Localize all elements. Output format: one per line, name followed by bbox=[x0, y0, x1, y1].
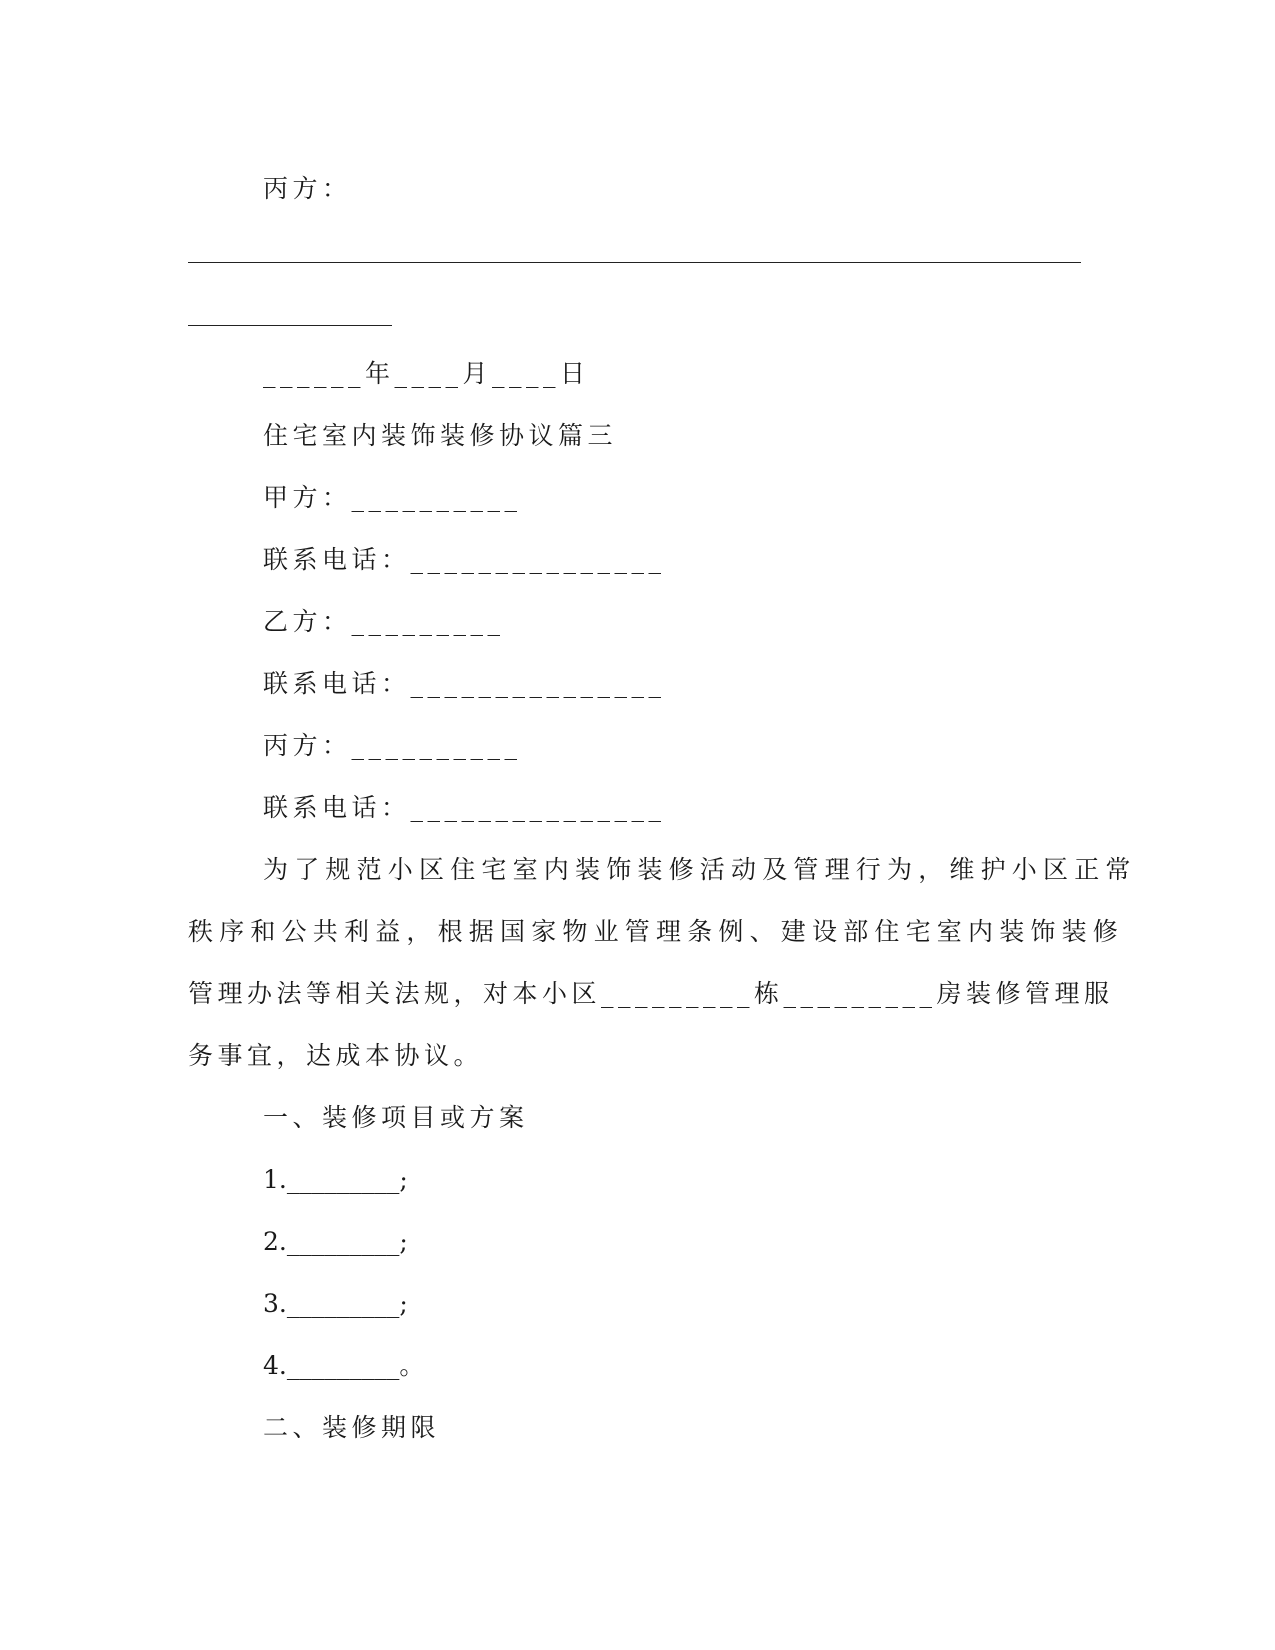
list-item-3: 3._________; bbox=[263, 1289, 408, 1318]
section-heading-1: 一、装修项目或方案 bbox=[263, 1103, 529, 1132]
party-b-field: 乙方：_________ bbox=[263, 607, 505, 636]
party-a-phone-field: 联系电话：_______________ bbox=[263, 545, 666, 574]
section-title: 住宅室内装饰装修协议篇三 bbox=[263, 421, 618, 450]
list-item-4: 4._________。 bbox=[263, 1351, 425, 1380]
party-c-phone-field: 联系电话：_______________ bbox=[263, 793, 666, 822]
list-item-1: 1._________; bbox=[263, 1165, 408, 1194]
section-heading-2: 二、装修期限 bbox=[263, 1413, 441, 1442]
paragraph-line-1: 为了规范小区住宅室内装饰装修活动及管理行为，维护小区正常 bbox=[263, 855, 1137, 884]
party-b-phone-field: 联系电话：_______________ bbox=[263, 669, 666, 698]
paragraph-line-4: 务事宜，达成本协议。 bbox=[188, 1041, 484, 1070]
signature-line-short bbox=[188, 325, 392, 326]
paragraph-line-3: 管理办法等相关法规，对本小区_________栋_________房装修管理服 bbox=[188, 979, 1114, 1008]
signature-line-long bbox=[188, 262, 1081, 263]
date-line: ______年____月____日 bbox=[263, 359, 590, 388]
party-c-field: 丙方：__________ bbox=[263, 731, 522, 760]
party-a-field: 甲方：__________ bbox=[263, 483, 522, 512]
party-c-label: 丙方： bbox=[263, 174, 352, 203]
list-item-2: 2._________; bbox=[263, 1227, 408, 1256]
paragraph-line-2: 秩序和公共利益，根据国家物业管理条例、建设部住宅室内装饰装修 bbox=[188, 917, 1125, 946]
